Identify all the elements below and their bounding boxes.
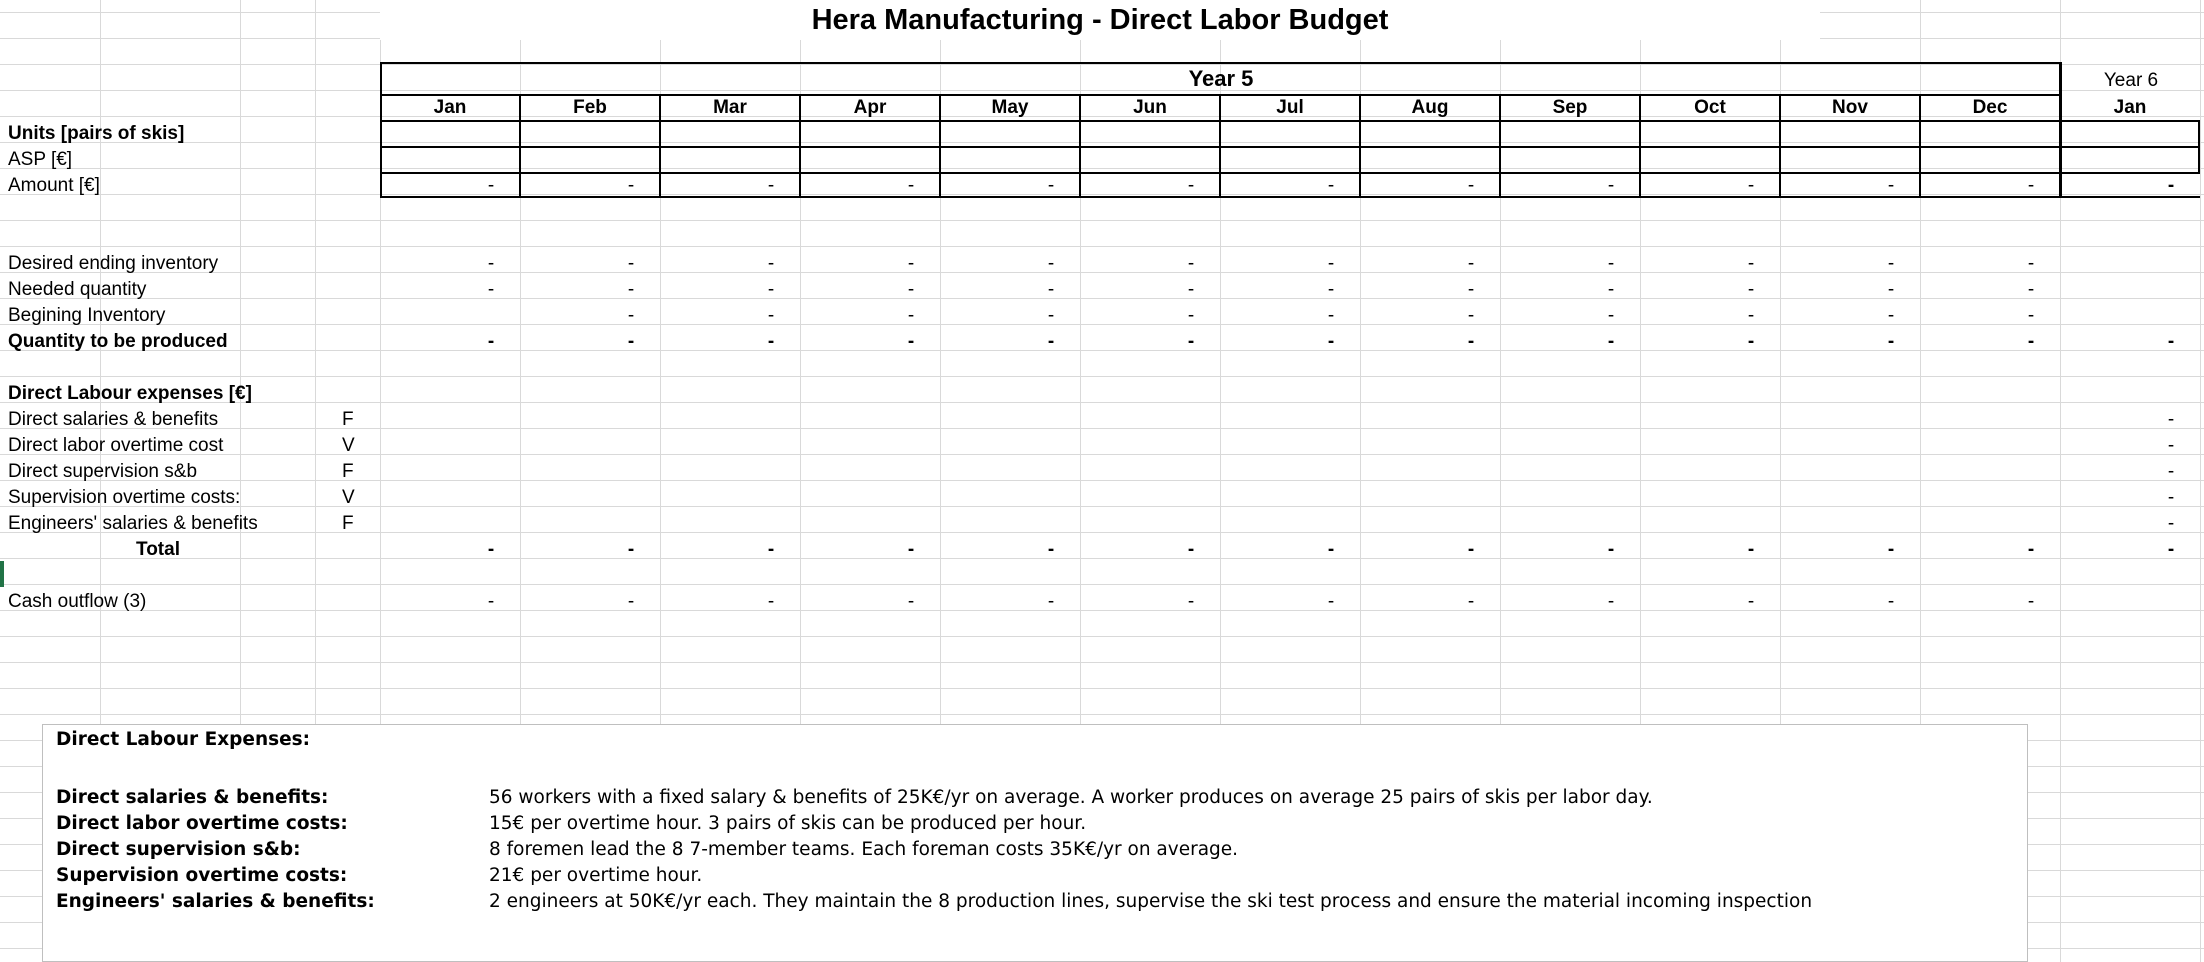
desired-inventory-cell[interactable]: - (1047, 253, 1055, 274)
cash-outflow-cell[interactable]: - (1887, 591, 1895, 612)
border-line (380, 172, 2200, 174)
needed-quantity-cell[interactable]: - (1047, 279, 1055, 300)
cash-outflow-cell[interactable]: - (487, 591, 495, 612)
row-label-units: Units [pairs of skis] (8, 123, 185, 144)
amount-cell[interactable]: - (907, 175, 915, 196)
beginning-inventory-cell[interactable]: - (907, 305, 915, 326)
cost-type-salaries: F (342, 409, 354, 430)
amount-cell[interactable]: - (1187, 175, 1195, 196)
amount-cell[interactable]: - (2167, 175, 2175, 196)
month-header: Aug (1411, 97, 1449, 118)
month-header: Mar (713, 97, 747, 118)
needed-quantity-cell[interactable]: - (1467, 279, 1475, 300)
desired-inventory-cell[interactable]: - (627, 253, 635, 274)
total-cell[interactable]: - (1887, 539, 1895, 560)
month-header: Oct (1694, 97, 1726, 118)
note-text: 21€ per overtime hour. (489, 865, 703, 886)
cash-outflow-cell[interactable]: - (627, 591, 635, 612)
amount-cell[interactable]: - (487, 175, 495, 196)
amount-cell[interactable]: - (767, 175, 775, 196)
quantity-produced-cell[interactable]: - (1187, 331, 1195, 352)
beginning-inventory-cell[interactable]: - (1047, 305, 1055, 326)
row-label-needed-quantity: Needed quantity (8, 279, 147, 300)
note-label: Engineers' salaries & benefits: (56, 891, 375, 912)
total-cell[interactable]: - (767, 539, 775, 560)
total-cell[interactable]: - (1467, 539, 1475, 560)
note-label: Direct labor overtime costs: (56, 813, 348, 834)
sheet-title: Hera Manufacturing - Direct Labor Budget (380, 0, 1820, 40)
border-line (380, 196, 2200, 198)
total-cell[interactable]: - (1747, 539, 1755, 560)
total-cell[interactable]: - (627, 539, 635, 560)
row-label-amount: Amount [€] (8, 175, 100, 196)
row-label-cash-outflow: Cash outflow (3) (8, 591, 147, 612)
beginning-inventory-cell[interactable]: - (1747, 305, 1755, 326)
amount-cell[interactable]: - (1747, 175, 1755, 196)
beginning-inventory-cell[interactable]: - (627, 305, 635, 326)
border-line (2198, 120, 2200, 172)
total-cell[interactable]: - (1607, 539, 1615, 560)
desired-inventory-cell[interactable]: - (907, 253, 915, 274)
desired-inventory-cell[interactable]: - (1467, 253, 1475, 274)
desired-inventory-cell[interactable]: - (1187, 253, 1195, 274)
row-label-labor-overtime: Direct labor overtime cost (8, 435, 224, 456)
supervision-overtime-cell[interactable]: - (2167, 487, 2175, 508)
border-line (380, 146, 2200, 148)
note-text: 8 foremen lead the 8 7-member teams. Each foreman costs 35K€/yr on average. (489, 839, 1239, 860)
quantity-produced-cell[interactable]: - (1747, 331, 1755, 352)
total-cell[interactable]: - (1187, 539, 1195, 560)
year5-label: Year 5 (1188, 66, 1254, 91)
row-selection-marker (0, 561, 4, 587)
cash-outflow-cell[interactable]: - (1187, 591, 1195, 612)
month-header: Jan (433, 97, 467, 118)
total-cell[interactable]: - (2167, 539, 2175, 560)
amount-cell[interactable]: - (1887, 175, 1895, 196)
row-label-total: Total (136, 539, 180, 560)
needed-quantity-cell[interactable]: - (1887, 279, 1895, 300)
total-cell[interactable]: - (907, 539, 915, 560)
cost-type-supervision: F (342, 461, 354, 482)
overtime-cell[interactable]: - (2167, 435, 2175, 456)
needed-quantity-cell[interactable]: - (1327, 279, 1335, 300)
cash-outflow-cell[interactable]: - (1327, 591, 1335, 612)
needed-quantity-cell[interactable]: - (1747, 279, 1755, 300)
year6-label: Year 6 (2103, 70, 2159, 91)
needed-quantity-cell[interactable]: - (2027, 279, 2035, 300)
note-label: Supervision overtime costs: (56, 865, 348, 886)
cash-outflow-cell[interactable]: - (907, 591, 915, 612)
amount-cell[interactable]: - (627, 175, 635, 196)
needed-quantity-cell[interactable]: - (907, 279, 915, 300)
beginning-inventory-cell[interactable]: - (1327, 305, 1335, 326)
quantity-produced-cell[interactable]: - (767, 331, 775, 352)
notes-heading: Direct Labour Expenses: (56, 729, 311, 750)
note-text: 2 engineers at 50K€/yr each. They maintain the 8 production lines, supervise the ski test process and ensure the material incoming inspection (489, 891, 1813, 912)
engineers-cell[interactable]: - (2167, 513, 2175, 534)
beginning-inventory-cell[interactable]: - (1607, 305, 1615, 326)
row-label-desired-inventory: Desired ending inventory (8, 253, 219, 274)
month-header: Sep (1552, 97, 1588, 118)
quantity-produced-cell[interactable]: - (487, 331, 495, 352)
needed-quantity-cell[interactable]: - (487, 279, 495, 300)
desired-inventory-cell[interactable]: - (1327, 253, 1335, 274)
cash-outflow-cell[interactable]: - (1607, 591, 1615, 612)
note-label: Direct salaries & benefits: (56, 787, 329, 808)
row-label-direct-salaries: Direct salaries & benefits (8, 409, 219, 430)
amount-cell[interactable]: - (1467, 175, 1475, 196)
amount-cell[interactable]: - (2027, 175, 2035, 196)
total-cell[interactable]: - (2027, 539, 2035, 560)
note-text: 15€ per overtime hour. 3 pairs of skis can be produced per hour. (489, 813, 1087, 834)
row-label-quantity-produced: Quantity to be produced (8, 331, 228, 352)
cost-type-supervision-overtime: V (342, 487, 355, 508)
salaries-cell[interactable]: - (2167, 409, 2175, 430)
beginning-inventory-cell[interactable]: - (2027, 305, 2035, 326)
beginning-inventory-cell[interactable]: - (767, 305, 775, 326)
desired-inventory-cell[interactable]: - (487, 253, 495, 274)
quantity-produced-cell[interactable]: - (1467, 331, 1475, 352)
quantity-produced-cell[interactable]: - (907, 331, 915, 352)
total-cell[interactable]: - (1047, 539, 1055, 560)
quantity-produced-cell[interactable]: - (1887, 331, 1895, 352)
month-header: Feb (573, 97, 607, 118)
month-header: Jun (1133, 97, 1167, 118)
supervision-cell[interactable]: - (2167, 461, 2175, 482)
notes-textbox[interactable] (42, 724, 2028, 962)
row-label-beginning-inventory: Begining Inventory (8, 305, 166, 326)
desired-inventory-cell[interactable]: - (2027, 253, 2035, 274)
desired-inventory-cell[interactable]: - (1607, 253, 1615, 274)
needed-quantity-cell[interactable]: - (627, 279, 635, 300)
row-label-asp: ASP [€] (8, 149, 73, 170)
column-divider (2200, 0, 2201, 962)
cost-type-overtime: V (342, 435, 355, 456)
cash-outflow-cell[interactable]: - (1047, 591, 1055, 612)
beginning-inventory-cell[interactable]: - (1467, 305, 1475, 326)
note-text: 56 workers with a fixed salary & benefits of 25K€/yr on average. A worker produces on average 25 pairs of skis per labor day. (489, 787, 1653, 808)
amount-cell[interactable]: - (1047, 175, 1055, 196)
needed-quantity-cell[interactable]: - (1187, 279, 1195, 300)
total-cell[interactable]: - (487, 539, 495, 560)
quantity-produced-cell[interactable]: - (2027, 331, 2035, 352)
quantity-produced-cell[interactable]: - (627, 331, 635, 352)
month-header: Nov (1832, 97, 1868, 118)
month-header: Apr (853, 97, 887, 118)
total-cell[interactable]: - (1327, 539, 1335, 560)
beginning-inventory-cell[interactable]: - (1887, 305, 1895, 326)
month-header: Dec (1972, 97, 2008, 118)
amount-cell[interactable]: - (1327, 175, 1335, 196)
cash-outflow-cell[interactable]: - (2027, 591, 2035, 612)
note-label: Direct supervision s&b: (56, 839, 301, 860)
quantity-produced-cell[interactable]: - (1327, 331, 1335, 352)
cash-outflow-cell[interactable]: - (1747, 591, 1755, 612)
desired-inventory-cell[interactable]: - (1887, 253, 1895, 274)
cost-type-engineers: F (342, 513, 354, 534)
month-header: Jul (1276, 97, 1304, 118)
row-label-supervision-overtime: Supervision overtime costs: (8, 487, 241, 508)
cash-outflow-cell[interactable]: - (767, 591, 775, 612)
quantity-produced-cell[interactable]: - (1607, 331, 1615, 352)
desired-inventory-cell[interactable]: - (767, 253, 775, 274)
month-header-year6: Jan (2113, 97, 2147, 118)
quantity-produced-cell[interactable]: - (2167, 331, 2175, 352)
cash-outflow-cell[interactable]: - (1467, 591, 1475, 612)
row-label-supervision: Direct supervision s&b (8, 461, 198, 482)
quantity-produced-cell[interactable]: - (1047, 331, 1055, 352)
needed-quantity-cell[interactable]: - (1607, 279, 1615, 300)
month-header: May (991, 97, 1029, 118)
needed-quantity-cell[interactable]: - (767, 279, 775, 300)
desired-inventory-cell[interactable]: - (1747, 253, 1755, 274)
amount-cell[interactable]: - (1607, 175, 1615, 196)
beginning-inventory-cell[interactable]: - (1187, 305, 1195, 326)
row-label-engineers: Engineers' salaries & benefits (8, 513, 258, 534)
section-label-direct-labour: Direct Labour expenses [€] (8, 383, 252, 404)
